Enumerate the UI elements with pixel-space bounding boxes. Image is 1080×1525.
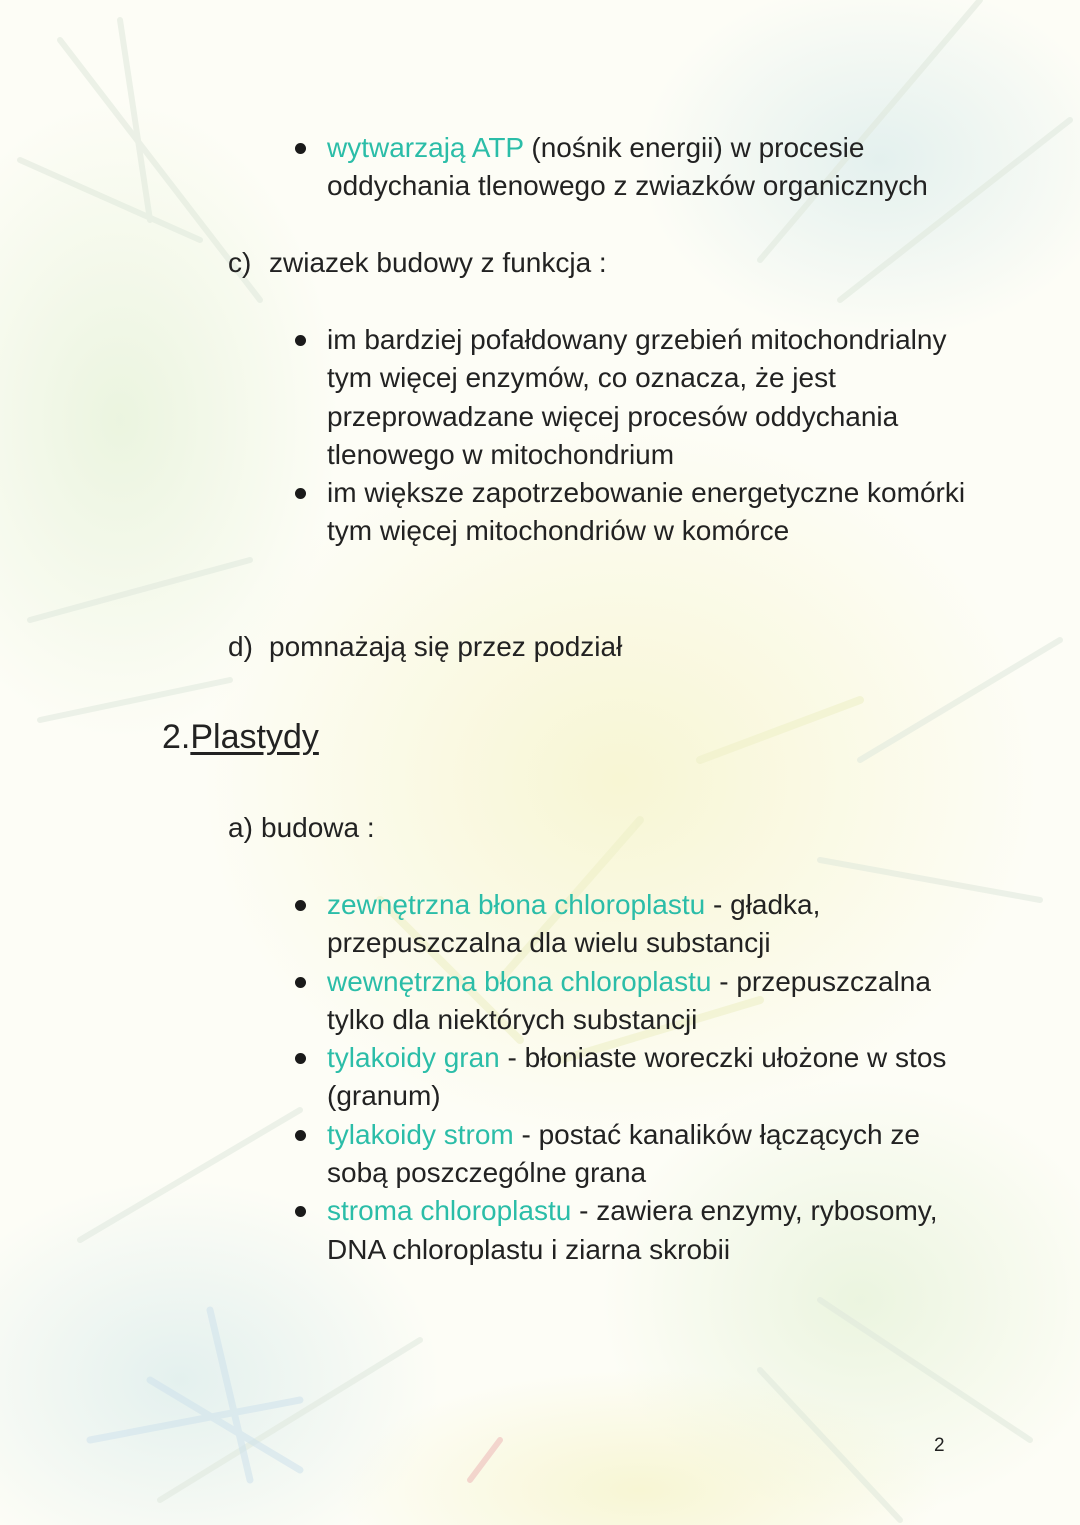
subsection-d-title [228, 628, 622, 666]
list-item [290, 1192, 970, 1269]
subsection-text: budowa : [261, 812, 375, 843]
term-text: stroma chloroplastu [327, 1195, 572, 1227]
item-text: - gładka, przepuszczalna dla wielu substancji [327, 889, 821, 959]
item-text: - błoniaste woreczki ułożone w stos (granum) [327, 1042, 947, 1112]
subsection-c-title [228, 244, 607, 282]
subsection-letter: a) [228, 812, 253, 843]
page-number: 2 [934, 1435, 945, 1456]
term-text: wytwarzają ATP [327, 132, 524, 163]
item-text: - przepuszczalna tylko dla niektórych substancji [327, 965, 931, 1035]
heading-number: 2. [162, 718, 191, 756]
item-text: (nośnik energii) w procesie oddychania tlenowego z zwiazków organicznych [327, 132, 928, 202]
list-item [290, 321, 970, 474]
term-text: wewnętrzna błona chloroplastu [327, 965, 712, 997]
list-item [290, 1116, 970, 1193]
term-text: zewnętrzna błona chloroplastu [327, 889, 706, 920]
list-item [290, 474, 970, 551]
term-text: tylakoidy gran [327, 1042, 500, 1074]
item-text: im większe zapotrzebowanie energetyczne komórki tym więcej mitochondriów w komórce [327, 477, 966, 547]
item-text: - zawiera enzymy, rybosomy, DNA chloroplastu i ziarna skrobii [327, 1195, 938, 1265]
item-text: im bardziej pofałdowany grzebień mitochondrialny tym więcej enzymów, co oznacza, że jest przeprowadzane więcej procesów oddychania tlenowego w mitochondrium [327, 324, 947, 470]
heading-title: Plastydy [190, 718, 319, 756]
subsection-text: zwiazek budowy z funkcja : [269, 247, 607, 278]
subsection-letter: c) [228, 247, 252, 278]
list-item [290, 886, 970, 963]
subsection-a-title [228, 809, 375, 847]
intro-bullet-list [290, 129, 970, 206]
item-text: - postać kanalików łączących ze sobą poszczególne grana [327, 1118, 920, 1189]
section-heading-plastydy [162, 716, 319, 758]
list-item [290, 1039, 970, 1116]
list-item [290, 963, 970, 1040]
subsection-a-bullet-list [290, 886, 970, 1269]
subsection-letter: d) [228, 631, 253, 662]
list-item [290, 129, 970, 206]
subsection-text: pomnażają się przez podział [269, 631, 623, 662]
subsection-c-bullet-list [290, 321, 970, 551]
term-text: tylakoidy strom [327, 1118, 514, 1150]
